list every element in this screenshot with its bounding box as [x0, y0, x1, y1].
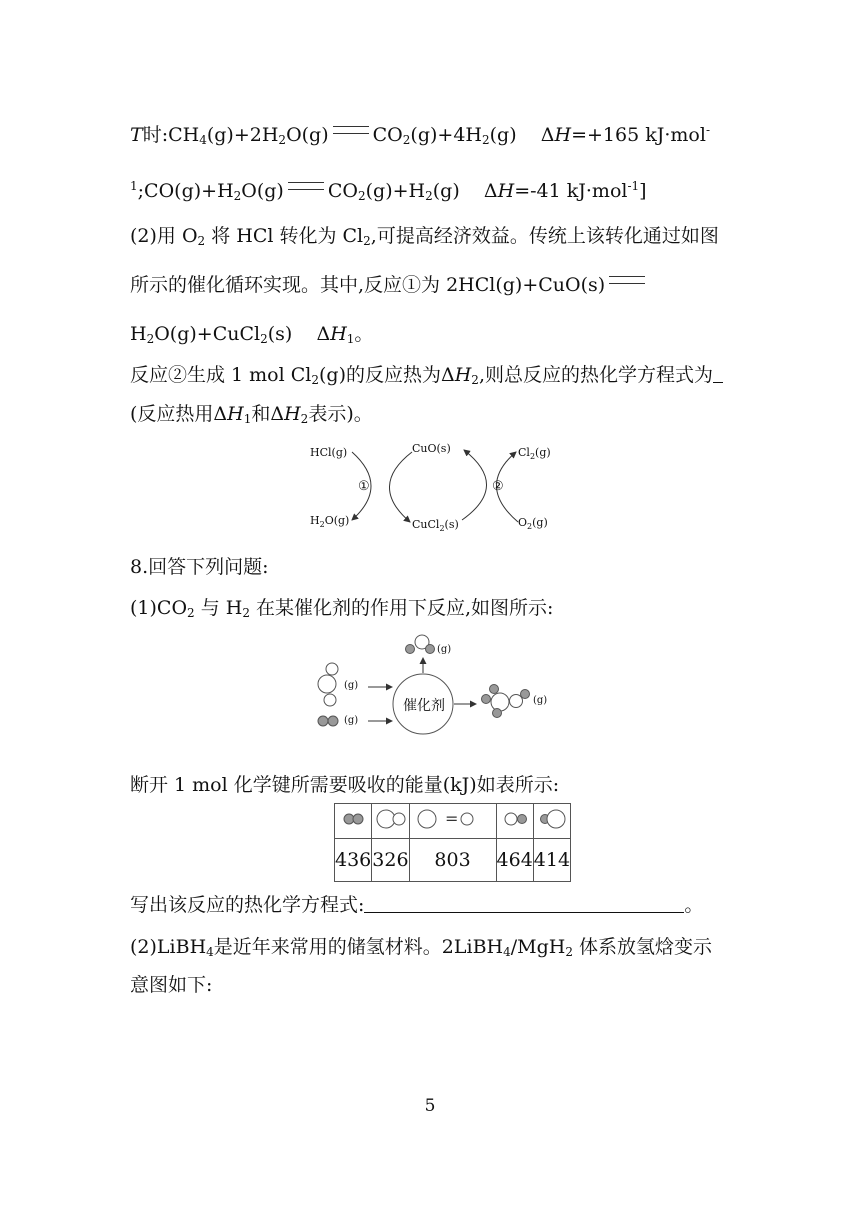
o-atom [326, 663, 338, 675]
double-bond-symbol: = [444, 808, 458, 828]
answer-blank[interactable] [713, 364, 723, 383]
catalytic-cycle-diagram [300, 438, 560, 538]
reaction-1-text: 所示的催化循环实现。其中,反应①为 2HCl(g)+CuO(s) [130, 273, 649, 297]
bond-value: 414 [533, 839, 570, 882]
reaction-1-marker: ① [358, 479, 370, 494]
h-atom [521, 690, 530, 699]
h-atom [482, 695, 491, 704]
catalyst-reaction-diagram [310, 632, 550, 742]
equation-line-1: T时$:CH_4(g)+2H_2O(g)$ $CO_2(g)+4H_2(g)$ ΔH=+165 kJ·mol- [130, 123, 710, 147]
question-8-2-continued: 意图如下: [130, 974, 213, 996]
temperature-symbol: T [130, 124, 143, 146]
arc-cuo-to-cucl2 [389, 452, 412, 522]
equal-sign-double [288, 182, 324, 190]
h-atom [318, 716, 328, 726]
question-8-1-text: $(1)CO_2$ 与 $H_2$ 在某催化剂的作用下反应,如图所示: [130, 597, 554, 620]
label-cucl2: CuCl$_2$(s) [412, 518, 459, 533]
o-atom [324, 694, 336, 706]
heat-notation-text: (反应热用$\Delta H_1$和$\Delta H_2$表示)。 [130, 403, 373, 426]
label-cl2: $Cl_2(g)$ [518, 446, 551, 461]
h-atom [490, 685, 499, 694]
question-2-text: (2)用 $O_2$ 将 HCl 转化为 $Cl_2$,可提高经济效益。传统上该转化通过如图 [130, 225, 719, 248]
write-equation-prompt: 写出该反应的热化学方程式: 。 [130, 894, 704, 916]
question-8-2-text: (2)LiBH$_4$是近年来常用的储氢材料。2LiBH$_4$/MgH$_2$ 体系放氢焓变示 [130, 936, 713, 959]
h-atom [406, 645, 415, 654]
page-number: 5 [424, 1096, 436, 1116]
label-o2: $O_2(g)$ [518, 516, 548, 531]
gas-label: (g) [344, 680, 359, 691]
question-8-heading: 8.回答下列问题: [130, 556, 269, 578]
reaction-2-marker: ② [492, 479, 504, 494]
bond-o-h-icon [496, 804, 533, 839]
bond-icon-row [335, 804, 571, 839]
c-atom [318, 675, 336, 693]
c-atom [491, 693, 509, 711]
h-atom [328, 716, 338, 726]
bond-value: 326 [372, 839, 409, 882]
equal-sign-double [333, 126, 369, 134]
catalyst-label: 催化剂 [403, 698, 445, 714]
bond-value: 803 [409, 839, 496, 882]
gas-label: (g) [533, 695, 548, 706]
bond-c-o-icon [372, 804, 409, 839]
h-atom [493, 709, 502, 718]
label-h2o: $H_2O(g)$ [310, 514, 350, 529]
arc-cucl2-to-cuo [462, 450, 487, 520]
bond-energy-intro: 断开 1 mol 化学键所需要吸收的能量(kJ)如表所示: [130, 774, 560, 796]
label-hcl: HCl(g) [310, 446, 348, 459]
bond-value: 464 [496, 839, 533, 882]
reaction-1-products: $H_2O(g)+CuCl_2(s)$ $\Delta H_1$。 [130, 323, 374, 346]
gas-label: (g) [437, 644, 452, 655]
label-cuo: CuO(s) [412, 442, 451, 455]
equation-line-2: $^1;CO(g)+H_2O(g)$ $CO_2(g)+H_2(g)$ ΔH=-41 kJ·mol$^{-1}$] [130, 179, 647, 203]
bond-value-row [335, 839, 571, 882]
bond-c-h-icon [533, 804, 570, 839]
gas-label: (g) [344, 715, 359, 726]
bond-energy-table [334, 803, 571, 882]
bond-value: 436 [335, 839, 372, 882]
bond-h-h-icon [335, 804, 372, 839]
o-atom [510, 695, 523, 708]
reaction-2-text: 反应②生成 1 mol $Cl_2(g)$的反应热为$\Delta H_2$,则总反应的热化学方程式为 [130, 363, 723, 387]
equal-sign-double [609, 276, 645, 284]
bond-c-double-o-icon [409, 804, 496, 839]
answer-blank[interactable] [364, 894, 684, 913]
h-atom [426, 645, 435, 654]
